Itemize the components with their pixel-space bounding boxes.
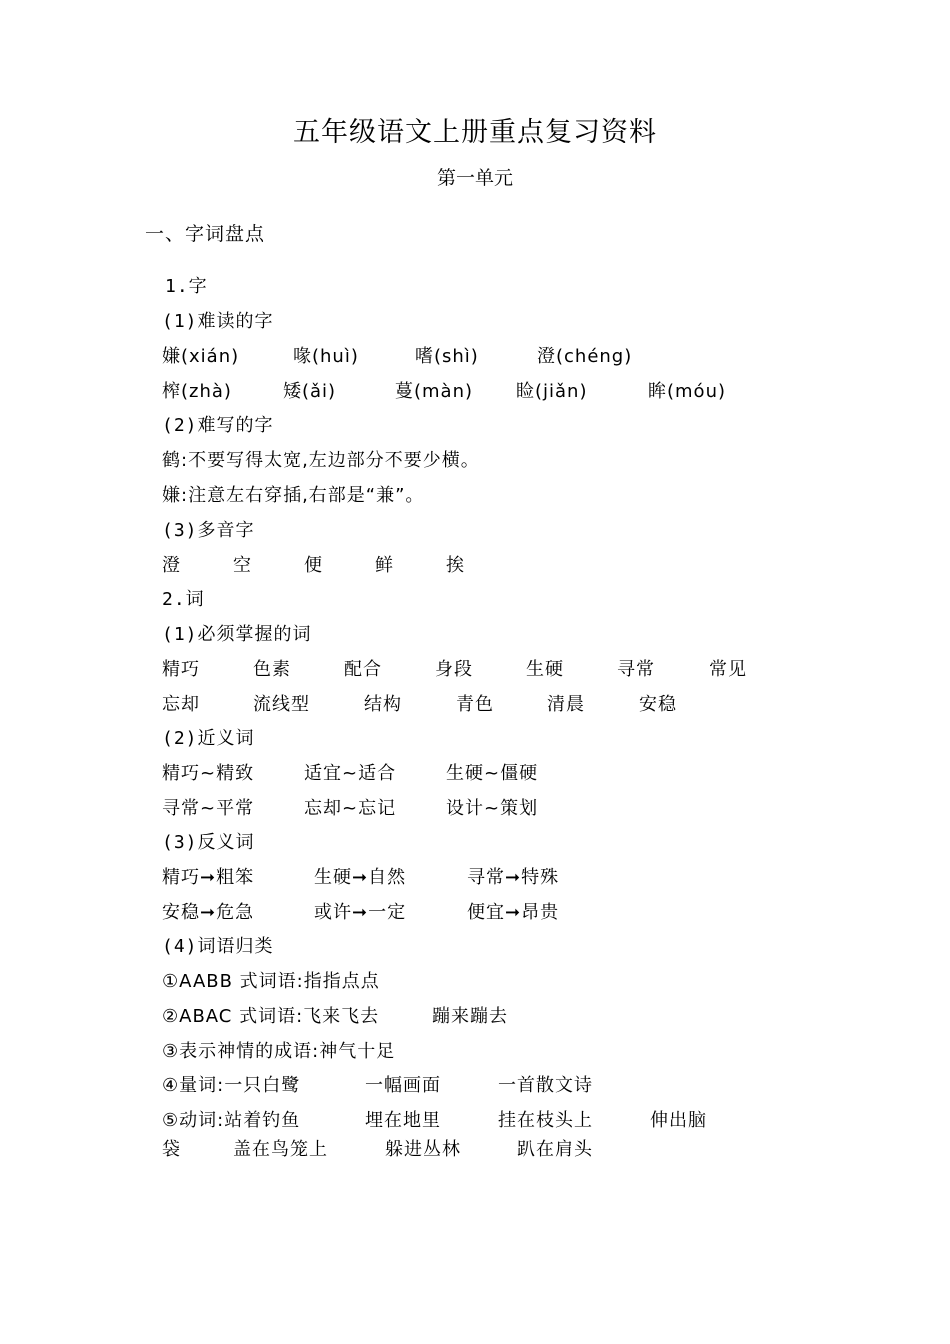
category-3: ③表示神情的成语:神气十足 bbox=[162, 1041, 396, 1062]
list-item: 寻常➞特殊 bbox=[467, 867, 560, 888]
list-item: 生硬 bbox=[526, 659, 564, 680]
list-item: 寻常 bbox=[617, 659, 655, 680]
list-item: 青色 bbox=[456, 694, 494, 715]
list-item: 精巧 bbox=[162, 659, 200, 680]
list-item: 澄 bbox=[162, 555, 181, 576]
list-item: 袋 bbox=[162, 1139, 181, 1160]
list-item: 色素 bbox=[253, 659, 291, 680]
list-item: 埋在地里 bbox=[365, 1110, 441, 1131]
list-item: 生硬~僵硬 bbox=[446, 763, 539, 784]
list-item: 常见 bbox=[709, 659, 747, 680]
list-item: 盖在鸟笼上 bbox=[233, 1139, 328, 1160]
list-item: 寻常~平常 bbox=[162, 798, 255, 819]
category-heading: (4)词语归类 bbox=[162, 936, 274, 957]
list-item: 忘却 bbox=[162, 694, 200, 715]
list-item: 适宜~适合 bbox=[304, 763, 397, 784]
hard-write-heading: (2)难写的字 bbox=[162, 415, 274, 436]
list-item: 趴在肩头 bbox=[517, 1139, 593, 1160]
list-item: 眸(móu) bbox=[648, 381, 726, 402]
list-item: 挂在枝头上 bbox=[498, 1110, 593, 1131]
list-item: 精巧➞粗笨 bbox=[162, 867, 255, 888]
list-item: 鲜 bbox=[375, 555, 394, 576]
hard-read-heading: (1)难读的字 bbox=[162, 311, 274, 332]
list-item: 安稳➞危急 bbox=[162, 902, 255, 923]
list-item: ②ABAC 式词语:飞来飞去 bbox=[162, 1006, 380, 1027]
list-item: 矮(ǎi) bbox=[283, 381, 337, 402]
zi-heading: 1.字 bbox=[165, 276, 208, 297]
list-item: 安稳 bbox=[639, 694, 677, 715]
list-item: 嗜(shì) bbox=[415, 346, 479, 367]
list-item: 流线型 bbox=[253, 694, 310, 715]
document-title: 五年级语文上册重点复习资料 bbox=[293, 117, 657, 148]
list-item: 榨(zhà) bbox=[162, 381, 232, 402]
list-item: 空 bbox=[233, 555, 252, 576]
list-item: 设计~策划 bbox=[446, 798, 539, 819]
list-item: 嫌(xián) bbox=[162, 346, 240, 367]
hard-write-2: 嫌:注意左右穿插,右部是“兼”。 bbox=[162, 485, 425, 506]
list-item: 便 bbox=[304, 555, 323, 576]
list-item: 蔓(màn) bbox=[395, 381, 474, 402]
polyphone-heading: (3)多音字 bbox=[162, 520, 255, 541]
list-item: 躲进丛林 bbox=[385, 1139, 461, 1160]
list-item: 身段 bbox=[435, 659, 473, 680]
list-item: 配合 bbox=[344, 659, 382, 680]
list-item: 喙(huì) bbox=[293, 346, 359, 367]
list-item: 生硬➞自然 bbox=[314, 867, 407, 888]
list-item: 睑(jiǎn) bbox=[516, 381, 588, 402]
unit-heading: 第一单元 bbox=[436, 167, 513, 189]
antonym-heading: (3)反义词 bbox=[162, 832, 255, 853]
list-item: 澄(chéng) bbox=[537, 346, 633, 367]
ci-heading: 2.词 bbox=[162, 589, 205, 610]
list-item: 或许➞一定 bbox=[314, 902, 407, 923]
list-item: 一幅画面 bbox=[365, 1075, 441, 1096]
list-item: 伸出脑 bbox=[650, 1110, 707, 1131]
list-item: 一首散文诗 bbox=[498, 1075, 593, 1096]
hard-write-1: 鹤:不要写得太宽,左边部分不要少横。 bbox=[162, 450, 480, 471]
section-heading: 一、字词盘点 bbox=[145, 223, 266, 245]
list-item: 便宜➞昂贵 bbox=[467, 902, 560, 923]
synonym-heading: (2)近义词 bbox=[162, 728, 255, 749]
list-item: 蹦来蹦去 bbox=[432, 1006, 508, 1027]
list-item: ⑤动词:站着钓鱼 bbox=[162, 1110, 301, 1131]
must-heading: (1)必须掌握的词 bbox=[162, 624, 312, 645]
list-item: 结构 bbox=[364, 694, 402, 715]
category-1: ①AABB 式词语:指指点点 bbox=[162, 971, 380, 992]
list-item: 挨 bbox=[446, 555, 465, 576]
list-item: 忘却~忘记 bbox=[304, 798, 397, 819]
list-item: 清晨 bbox=[547, 694, 585, 715]
list-item: ④量词:一只白鹭 bbox=[162, 1075, 301, 1096]
list-item: 精巧~精致 bbox=[162, 763, 255, 784]
